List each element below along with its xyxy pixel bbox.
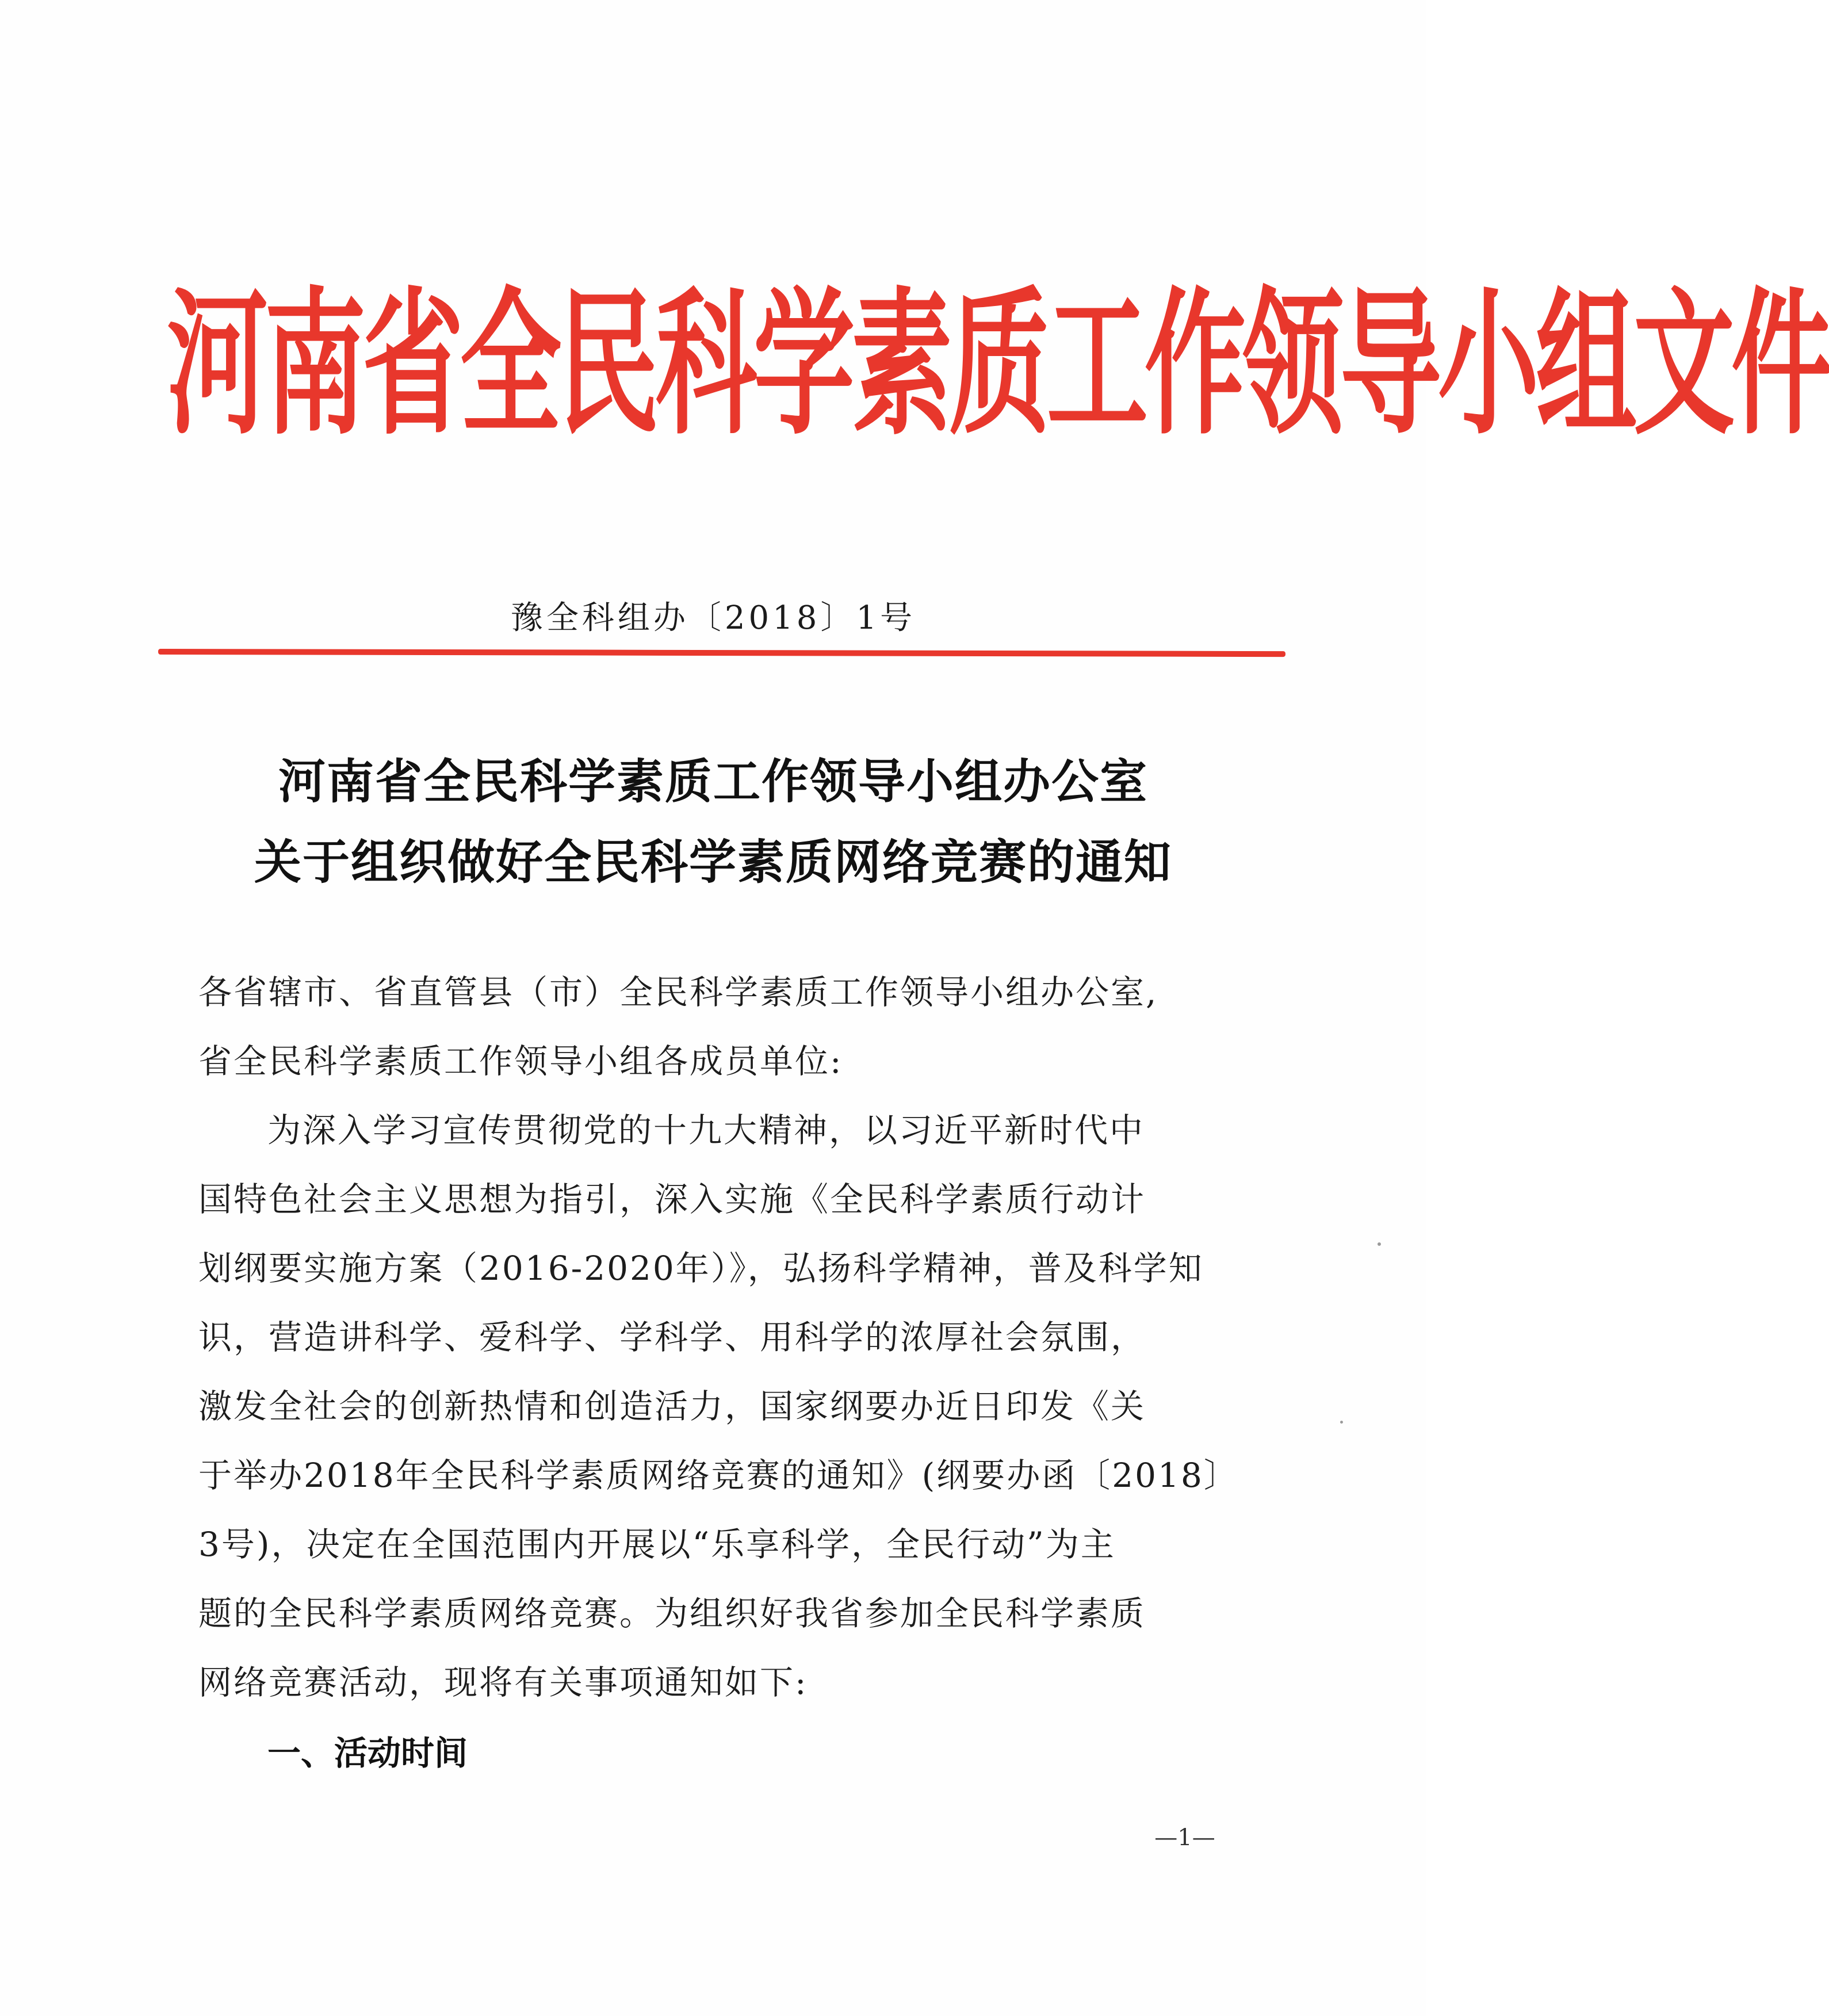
body-line-6: 于举办2018年全民科学素质网络竞赛的通知》(纲要办函〔2018〕 (198, 1456, 1239, 1495)
scan-speck (1378, 1242, 1381, 1246)
body-line-9: 网络竞赛活动，现将有关事项通知如下: (198, 1663, 808, 1702)
body-line-7: 3号)，决定在全国范围内开展以“乐享科学，全民行动”为主 (198, 1525, 1116, 1564)
document-number: 豫全科组办〔2018〕1号 (510, 599, 916, 637)
red-divider-line (158, 649, 1285, 657)
body-line-3: 划纲要实施方案（2016-2020年）》，弘扬科学精神，普及科学知 (198, 1249, 1204, 1288)
addressee-line-2: 省全民科学素质工作领导小组各成员单位: (198, 1042, 843, 1081)
scan-speck (1340, 1421, 1343, 1424)
section-heading-activity-time: 一、活动时间 (267, 1734, 468, 1773)
body-line-5: 激发全社会的创新热情和创造活力，国家纲要办近日印发《关 (198, 1387, 1146, 1426)
body-line-8: 题的全民科学素质网络竞赛。为组织好我省参加全民科学素质 (198, 1594, 1146, 1633)
page-number: —1— (1154, 1824, 1215, 1851)
notice-title-line-1: 河南省全民科学素质工作领导小组办公室 (278, 755, 1148, 809)
body-line-2: 国特色社会主义思想为指引，深入实施《全民科学素质行动计 (198, 1180, 1146, 1219)
masthead-title: 河南省全民科学素质工作领导小组文件 (167, 273, 1829, 457)
addressee-line-1: 各省辖市、省直管县（市）全民科学素质工作领导小组办公室, (198, 973, 1158, 1012)
body-line-1: 为深入学习宣传贯彻党的十九大精神，以习近平新时代中 (267, 1111, 1145, 1150)
body-line-4: 识，营造讲科学、爱科学、学科学、用科学的浓厚社会氛围， (198, 1318, 1146, 1357)
notice-title-line-2: 关于组织做好全民科学素质网络竞赛的通知 (254, 835, 1172, 890)
